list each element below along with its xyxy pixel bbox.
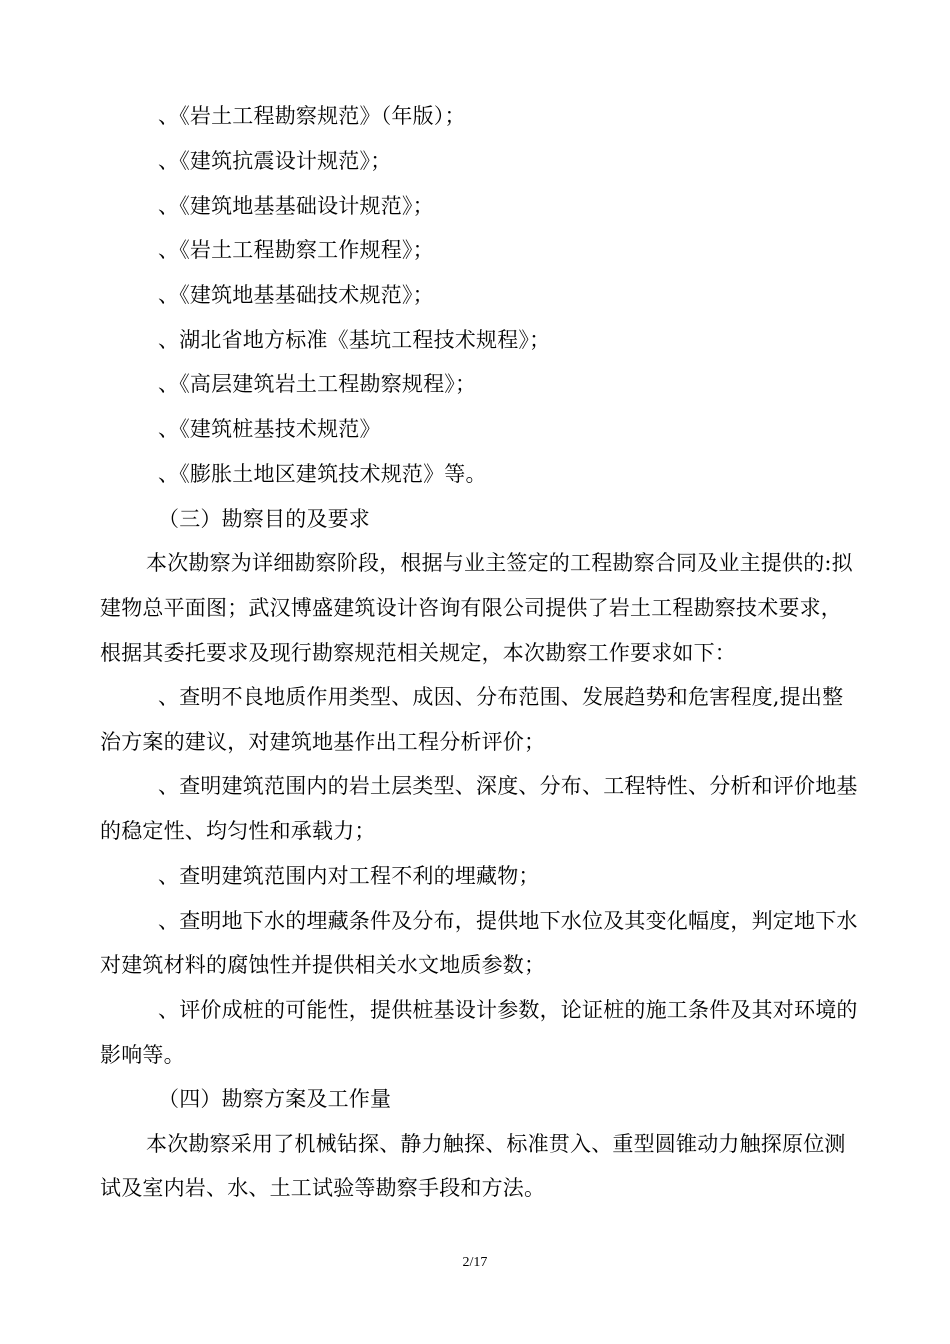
- section-3-intro-line-1: 本次勘察为详细勘察阶段，根据与业主签定的工程勘察合同及业主提供的:拟: [146, 551, 853, 575]
- requirement-5-line-2: 影响等。: [100, 1043, 185, 1067]
- section-3-intro-line-2: 建物总平面图；武汉博盛建筑设计咨询有限公司提供了岩土工程勘察技术要求，: [100, 596, 842, 620]
- section-4-intro-line-1: 本次勘察采用了机械钻探、静力触探、标准贯入、重型圆锥动力触探原位测: [146, 1132, 846, 1156]
- standard-item-4: 、《岩土工程勘察工作规程》；: [158, 238, 434, 262]
- page-number: 2/17: [462, 1255, 488, 1270]
- standard-item-3: 、《建筑地基基础设计规范》；: [158, 194, 434, 218]
- requirement-2-line-2: 的稳定性、均匀性和承载力；: [100, 819, 376, 843]
- requirement-3-line-1: 、查明建筑范围内对工程不利的埋藏物；: [158, 864, 540, 888]
- standard-item-2: 、《建筑抗震设计规范》；: [158, 149, 392, 173]
- section-4-intro-line-2: 试及室内岩、水、土工试验等勘察手段和方法。: [100, 1176, 546, 1200]
- section-4-heading: （四）勘察方案及工作量: [158, 1087, 392, 1111]
- standard-item-9: 、《膨胀土地区建筑技术规范》等。: [158, 462, 487, 486]
- requirement-1-line-2: 治方案的建议，对建筑地基作出工程分析评价；: [100, 730, 546, 754]
- requirement-5-line-1: 、评价成桩的可能性，提供桩基设计参数，论证桩的施工条件及其对环境的: [158, 998, 858, 1022]
- standard-item-1: 、《岩土工程勘察规范》（年版）；: [158, 104, 466, 128]
- requirement-4-line-2: 对建筑材料的腐蚀性并提供相关水文地质参数；: [100, 953, 546, 977]
- requirement-1-line-1: 、查明不良地质作用类型、成因、分布范围、发展趋势和危害程度,提出整: [158, 685, 844, 709]
- standard-item-8: 、《建筑桩基技术规范》: [158, 417, 381, 441]
- standard-item-7: 、《高层建筑岩土工程勘察规程》；: [158, 372, 477, 396]
- standard-item-6: 、湖北省地方标准《基坑工程技术规程》；: [158, 328, 551, 352]
- section-3-intro-line-3: 根据其委托要求及现行勘察规范相关规定，本次勘察工作要求如下：: [100, 641, 736, 665]
- requirement-4-line-1: 、查明地下水的埋藏条件及分布，提供地下水位及其变化幅度，判定地下水: [158, 909, 858, 933]
- standard-item-5: 、《建筑地基基础技术规范》；: [158, 283, 434, 307]
- section-3-heading: （三）勘察目的及要求: [158, 507, 370, 531]
- requirement-2-line-1: 、查明建筑范围内的岩土层类型、深度、分布、工程特性、分析和评价地基: [158, 774, 858, 798]
